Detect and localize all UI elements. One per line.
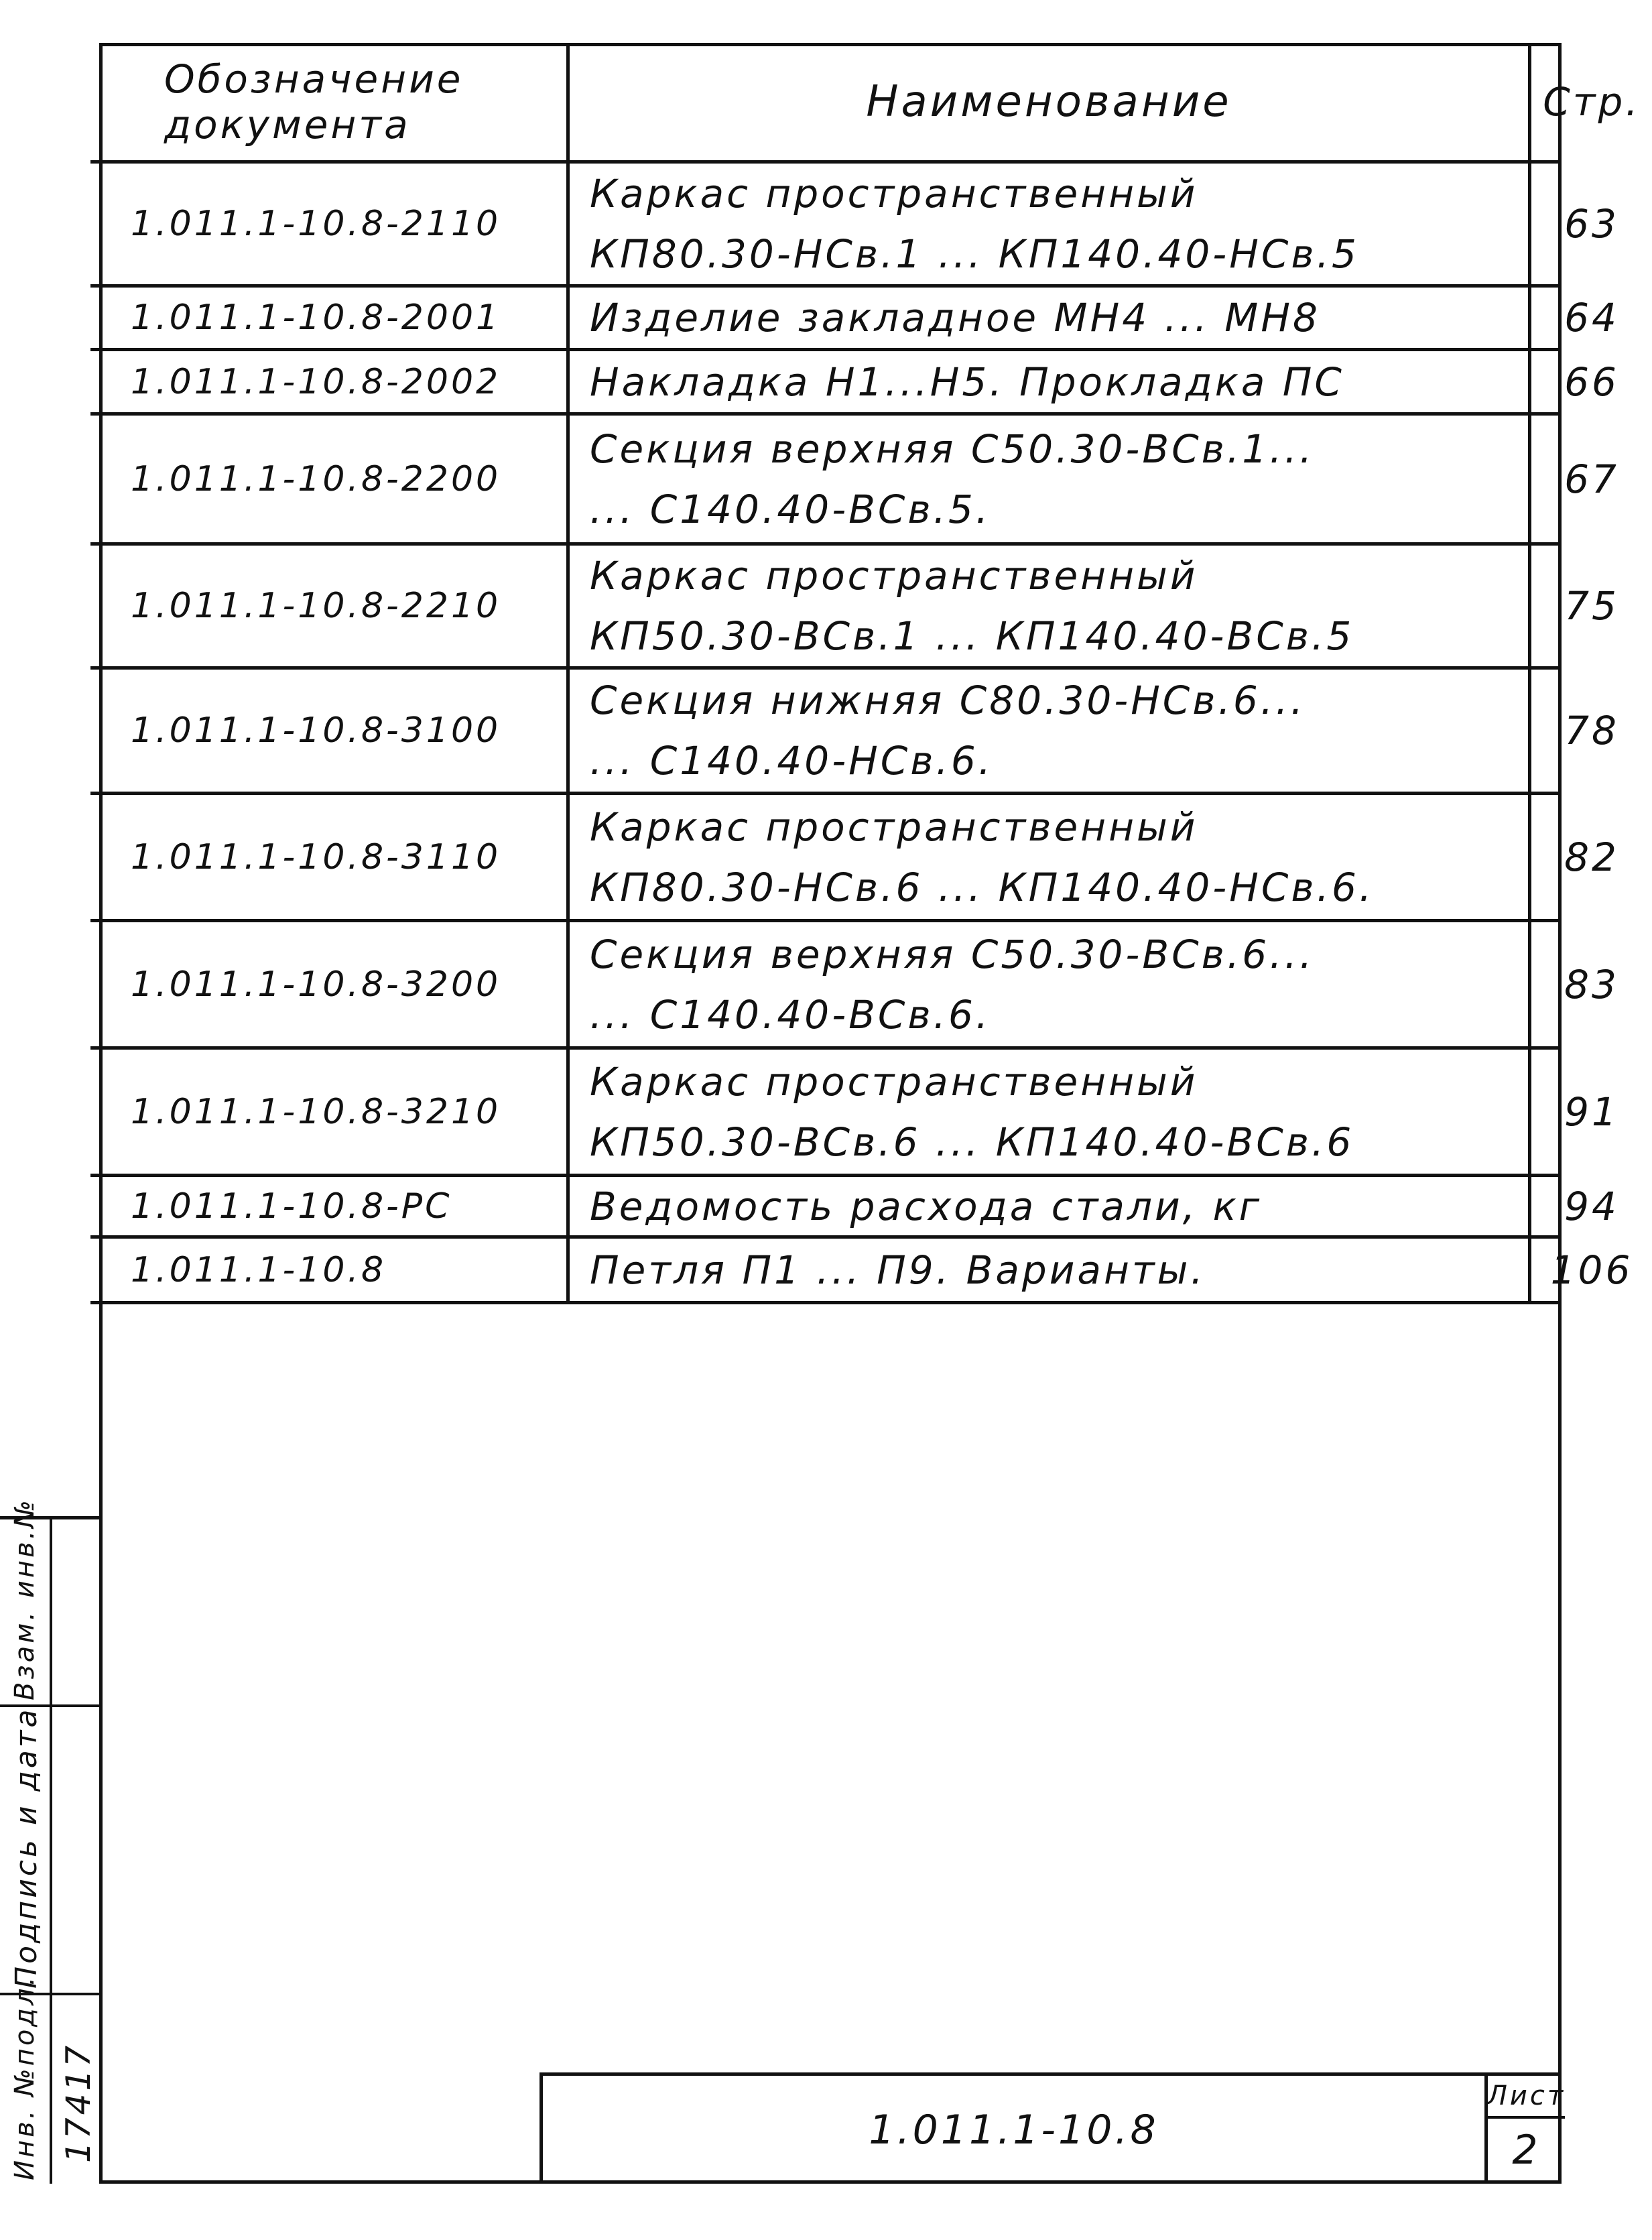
row-name [566,795,1528,919]
signature-field [0,1707,99,1995]
row-name-line2: КП80.30-НСв.6 ... КП140.40-НСв.6. [590,864,1375,910]
row-name [566,416,1528,542]
row-page: 94 [1528,1177,1652,1235]
row-name-line1: Каркас пространственный [590,804,1198,850]
table-row [90,351,1619,416]
row-page: 78 [1528,670,1652,792]
row-code: 1.011.1-10.8-2002 [131,361,501,402]
row-name [566,288,1528,348]
table-row [90,1239,1633,1304]
row-name [566,164,1528,284]
replace-label: Взам. инв.№ [9,1497,40,1700]
page-header: Стр. [1528,43,1652,160]
side-stamp [0,1497,99,2184]
row-name-line1: Каркас пространственный [590,171,1198,216]
inv-label: Инв. №подл. [9,1974,40,2180]
designation-header [90,43,566,160]
row-name [566,546,1528,666]
row-name [566,1050,1528,1174]
row-code: 1.011.1-10.8-3110 [131,836,501,877]
row-name-line1: Ведомость расхода стали, кг [590,1183,1263,1229]
row-name-line1: Каркас пространственный [590,1058,1198,1105]
replace-field [0,1497,99,1707]
row-name-line2: КП80.30-НСв.1 ... КП140.40-НСв.5 [590,231,1359,277]
row-name-line1: Петля П1 ... П9. Варианты. [590,1247,1206,1293]
name-header: Наименование [566,43,1528,160]
row-page: 83 [1528,922,1652,1046]
row-name-line2: ... С140.40-НСв.6. [590,738,994,784]
row-code: 1.011.1-10.8-3200 [131,964,501,1005]
table-row [90,1177,1619,1239]
table-row [90,1050,1619,1177]
row-code: 1.011.1-10.8 [131,1249,387,1290]
table-header [90,43,1641,164]
sheet-number: 2 [1512,2126,1541,2174]
sheet-cell [1484,2076,1565,2184]
table-row [90,546,1619,670]
row-name [566,922,1528,1046]
row-name-line2: КП50.30-ВСв.1 ... КП140.40-ВСв.5 [590,613,1354,659]
row-name-line2: ... С140.40-ВСв.6. [590,991,991,1038]
row-code: 1.011.1-10.8-2200 [131,458,501,499]
row-name [566,351,1528,412]
inventory-field [0,1974,99,2187]
row-page: 64 [1528,288,1652,348]
title-block [539,2072,1566,2184]
designation-header-line1: Обозначение [164,56,464,102]
table-row [90,670,1619,795]
row-code: 1.011.1-10.8-3100 [131,710,501,751]
row-name [566,670,1528,792]
row-code: 1.011.1-10.8-2110 [131,204,501,244]
designation-header-line2: документа [164,101,411,147]
row-page: 75 [1528,546,1652,666]
row-name-line1: Секция верхняя С50.30-ВСв.1... [590,426,1315,472]
table-row [90,795,1619,922]
inv-number: 17417 [59,2042,98,2163]
row-page: 66 [1528,351,1652,412]
row-code: 1.011.1-10.8-2001 [131,298,501,338]
row-page: 67 [1528,416,1652,542]
row-name-line1: Изделие закладное МН4 ... МН8 [590,295,1320,340]
row-name-line2: ... С140.40-ВСв.5. [590,486,991,532]
row-page: 63 [1528,164,1652,284]
table-row [90,922,1619,1050]
table-row [90,164,1619,288]
row-name-line2: КП50.30-ВСв.6 ... КП140.40-ВСв.6 [590,1119,1354,1165]
document-code: 1.011.1-10.8 [869,2106,1159,2154]
row-code: 1.011.1-10.8-2210 [131,586,501,626]
row-name [566,1239,1528,1301]
row-name-line1: Накладка Н1...Н5. Прокладка ПС [590,359,1344,405]
signature-label: Подпись и дата [9,1706,44,1989]
table-row [90,416,1619,546]
row-name-line1: Секция нижняя С80.30-НСв.6... [590,678,1306,723]
row-name [566,1177,1528,1235]
table-row [90,288,1619,351]
sheet-label: Лист [1488,2076,1565,2119]
row-page: 82 [1528,795,1652,919]
row-code: 1.011.1-10.8-РС [131,1186,452,1227]
row-name-line1: Секция верхняя С50.30-ВСв.6... [590,931,1315,977]
row-code: 1.011.1-10.8-3210 [131,1091,501,1132]
row-name-line1: Каркас пространственный [590,553,1198,599]
row-page: 106 [1528,1239,1652,1301]
row-page: 91 [1528,1050,1652,1174]
